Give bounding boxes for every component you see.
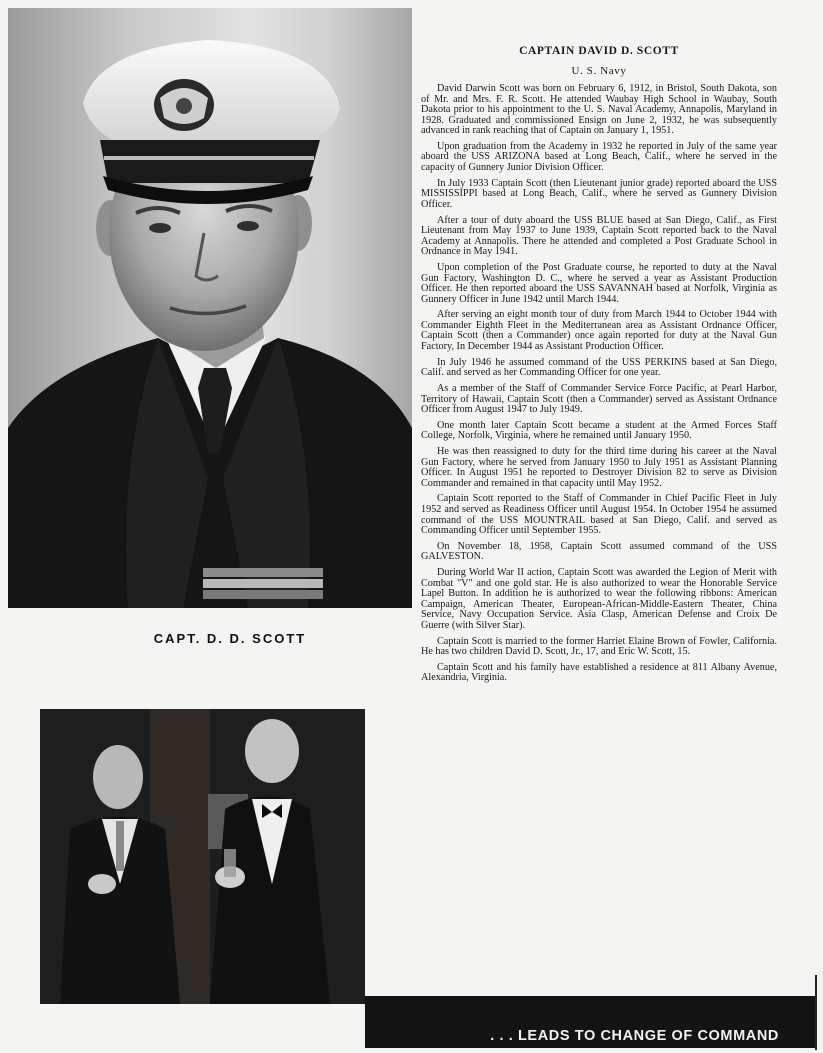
- article-paragraph: Captain Scott and his family have established a residence at 811 Albany Avenue, Alexandria, Virginia.: [421, 661, 777, 684]
- portrait-illustration: [8, 8, 412, 608]
- article-body: [421, 84, 777, 684]
- group-photo: [40, 709, 365, 1004]
- group-photo-illustration: [40, 709, 365, 1004]
- article-subtitle: U. S. Navy: [571, 65, 627, 77]
- article-paragraph: As a member of the Staff of Commander Service Force Pacific, at Pearl Harbor, Territory of Hawaii, Captain Scott (then a Commander) served as Assistant Ordnance Officer from August 1947 to July 1949.: [421, 382, 777, 416]
- article-paragraph: Upon graduation from the Academy in 1932 he reported in July of the same year aboard the USS ARIZONA based at Long Beach, Calif., where he served in the capacity of Gunnery Junior Division Officer.: [421, 140, 777, 174]
- portrait-photo: [8, 8, 412, 608]
- right-edge-rule: [815, 975, 817, 1050]
- article-paragraph: Upon completion of the Post Graduate course, he reported to duty at the Naval Gun Factory, Washington D. C., where he served a year as Assistant Production Officer. He then reported aboard the USS SAVANNAH based at Norfolk, Virginia as Gunnery Officer in June 1942 until March 1944.: [421, 261, 777, 305]
- article-paragraph: Captain Scott reported to the Staff of Commander in Chief Pacific Fleet in July 1952 and served as Readiness Officer until August 1954. In October 1954 he assumed command of the USS MOUNTRAIL based at San Diego, Calif. and served as Commanding Officer until September 1955.: [421, 493, 777, 537]
- article-paragraph: After a tour of duty aboard the USS BLUE based at San Diego, Calif., as First Lieutenant from May 1937 to June 1939, Captain Scott reported back to the Naval Academy at Annapolis. There he attended and completed a Post Graduate School in Ordnance in May 1941.: [421, 214, 777, 258]
- article-title: CAPTAIN DAVID D. SCOTT: [519, 45, 679, 57]
- banner-headline: . . . LEADS TO CHANGE OF COMMAND: [490, 1028, 779, 1044]
- article-paragraph: He was then reassigned to duty for the third time during his career at the Naval Gun Factory, where he served from January 1950 to July 1951 as Assistant Planning Officer. In August 1951 he reported to Destroyer Division 82 to serve as Division Commander and remained in that capacity until May 1952.: [421, 446, 777, 489]
- article-paragraph: In July 1946 he assumed command of the USS PERKINS based at San Diego, Calif. and served as her Commanding Officer for one year.: [421, 356, 777, 379]
- article-paragraph: Captain Scott is married to the former Harriet Elaine Brown of Fowler, California. He has two children David D. Scott, Jr., 17, and Eric W. Scott, 15.: [421, 635, 777, 658]
- article-paragraph: One month later Captain Scott became a student at the Armed Forces Staff College, Norfolk, Virginia, where he remained until January 1950.: [421, 419, 777, 442]
- article-paragraph: On November 18, 1958, Captain Scott assumed command of the USS GALVESTON.: [421, 540, 777, 563]
- portrait-caption: CAPT. D. D. SCOTT: [153, 631, 307, 646]
- article-paragraph: In July 1933 Captain Scott (then Lieutenant junior grade) reported aboard the USS MISSISSIPPI based at Long Beach, Calif., where he served as Gunnery Division Officer.: [421, 177, 777, 210]
- article-paragraph: During World War II action, Captain Scott was awarded the Legion of Merit with Combat "V" and one gold star. He is also authorized to wear the Honorable Service Lapel Button. In addition he is authorized to wear the following ribbons: American Campaign, American Theater, European-African-Middle-Eastern Theater, China Service, Navy Occupation Service. Asia Clasp, American Defense and Croix De Guerre (with Silver Star).: [421, 567, 777, 631]
- article-paragraph: After serving an eight month tour of duty from March 1944 to October 1944 with Commander Eighth Fleet in the Mediterranean area as Assistant Ordnance Officer, Captain Scott (then a Commander) once again reported for duty at the Naval Gun Factory, In December 1944 as Assistant Production Officer.: [421, 309, 777, 352]
- article: [421, 44, 777, 689]
- article-paragraph: David Darwin Scott was born on February 6, 1912, in Bristol, South Dakota, son of Mr. and Mrs. F. R. Scott. He attended Waubay High School in Waubay, South Dakota prior to his appointment to the U. S. Naval Academy, Annapolis, Maryland in 1928. Graduated and commissioned Ensign on June 2, 1932, he was subsequently advanced in rank reaching that of Captain on January 1, 1951.: [421, 83, 777, 137]
